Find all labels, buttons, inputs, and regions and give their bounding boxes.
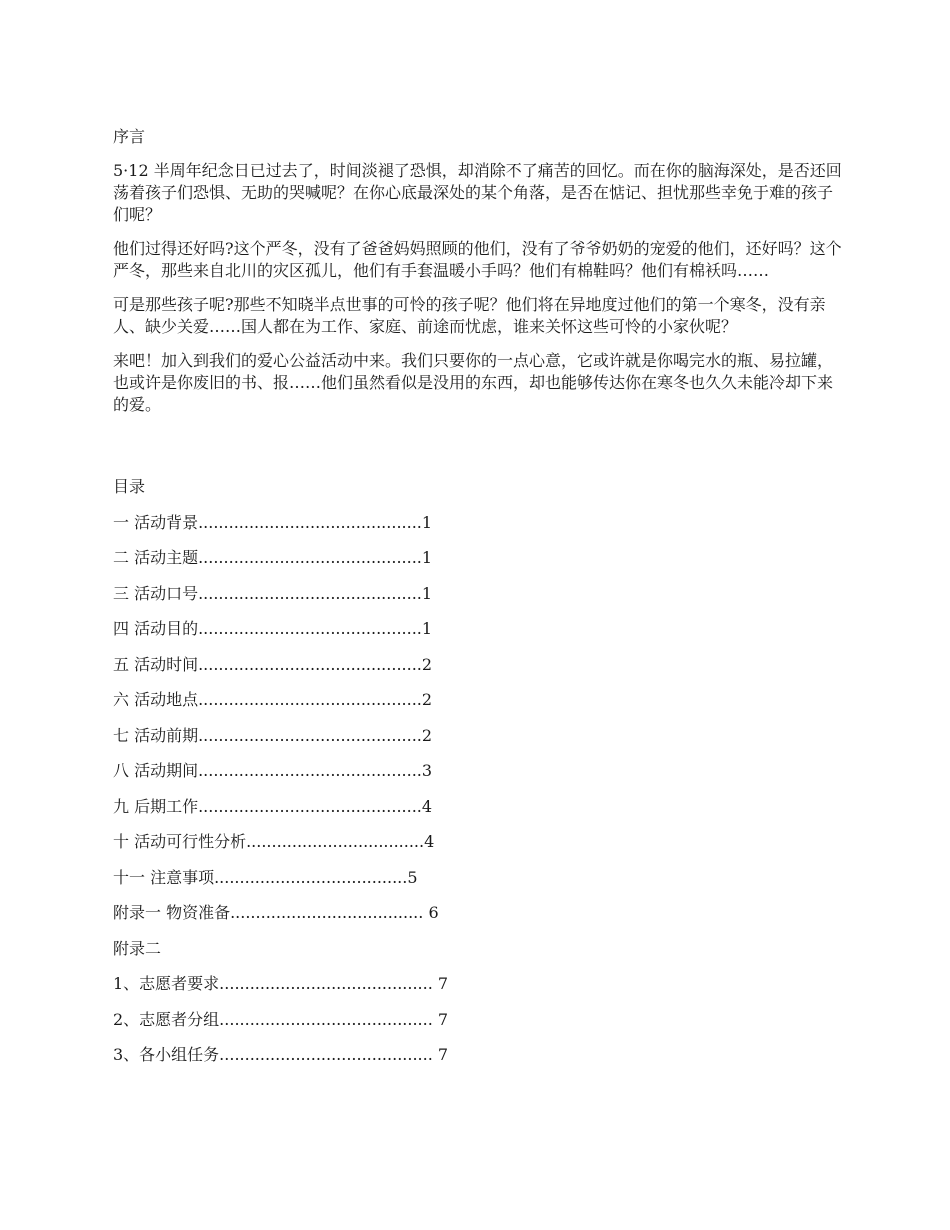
toc-item: 九 后期工作............................................4 bbox=[113, 796, 433, 816]
toc-item: 十一 注意事项......................................5 bbox=[113, 867, 418, 887]
document-page bbox=[113, 126, 843, 1066]
toc-item: 七 活动前期............................................2 bbox=[113, 725, 433, 745]
toc-title: 目录 bbox=[113, 477, 146, 496]
toc-item: 2、志愿者分组.......................................... 7 bbox=[113, 1009, 449, 1029]
toc-item: 八 活动期间............................................3 bbox=[113, 761, 433, 780]
toc-item: 十 活动可行性分析...................................4 bbox=[113, 832, 435, 851]
preface-paragraph: 可是那些孩子呢?那些不知晓半点世事的可怜的孩子呢？他们将在异地度过他们的第一个寒冬，没有亲人、缺少关爱……国人都在为工作、家庭、前途而忧虑，谁来关怀这些可怜的小家伙呢？ bbox=[113, 295, 826, 336]
table-of-contents bbox=[113, 512, 843, 1067]
preface-paragraph: 他们过得还好吗?这个严冬，没有了爸爸妈妈照顾的他们，没有了爷爷奶奶的宠爱的他们，还好吗？这个严冬，那些来自北川的灾区孤儿，他们有手套温暖小手吗？他们有棉鞋吗？他们有棉袄吗…… bbox=[113, 239, 842, 280]
toc-item: 附录一 物资准备...................................... 6 bbox=[113, 903, 439, 922]
toc-item: 五 活动时间............................................2 bbox=[113, 654, 433, 674]
preface-title: 序言 bbox=[113, 127, 146, 146]
toc-item: 二 活动主题............................................1 bbox=[113, 548, 433, 567]
toc-item: 3、各小组任务.......................................... 7 bbox=[113, 1045, 449, 1064]
toc-item: 四 活动目的............................................1 bbox=[113, 619, 433, 638]
toc-item: 1、志愿者要求.......................................... 7 bbox=[113, 974, 449, 993]
toc-item: 三 活动口号............................................1 bbox=[113, 583, 433, 603]
toc-item: 一 活动背景............................................1 bbox=[113, 512, 433, 532]
toc-item: 六 活动地点............................................2 bbox=[113, 690, 433, 709]
toc-item: 附录二 bbox=[113, 938, 162, 958]
preface-paragraph: 来吧！加入到我们的爱心公益活动中来。我们只要你的一点心意，它或许就是你喝完水的瓶、易拉罐，也或许是你废旧的书、报……他们虽然看似是没用的东西，却也能够传达你在寒冬也久久未能冷却下来的爱。 bbox=[113, 351, 834, 414]
preface-paragraph: 5·12 半周年纪念日已过去了，时间淡褪了恐惧，却消除不了痛苦的回忆。而在你的脑海深处，是否还回荡着孩子们恐惧、无助的哭喊呢？在你心底最深处的某个角落，是否在惦记、担忧那些幸免于难的孩子们呢？ bbox=[113, 161, 842, 224]
